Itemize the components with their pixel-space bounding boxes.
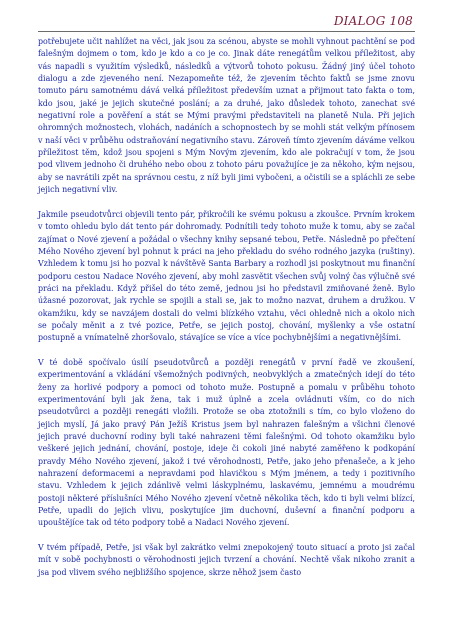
paragraph: potřebujete učit nahlížet na věci, jak jsou za scénou, abyste se mohli vyhnout pachtění se pod falešným dojmem o tom, kdo je kdo a co je co. Jinak dáte renegátům velkou příležitost, aby vás napadli s využitím výsledků, následků a výtvorů tohoto pokusu. Žádný jiný účel tohoto dialogu a zde zjeveného není. Nezapomeňte též, že zjevením těchto faktů se jsme znovu tomuto páru samotnému dává velká příležitost především uznat a přijmout tato fakta o tom, kdo jsou, jaké je jejich skutečné poslání; a za druhé, jako důsledek tohoto, zanechat své negativní role a pověření a stát se Mými pravými představiteli na planetě Nula. Při jejich ohromných možnostech, vlohách, nadáních a schopnostech by se mohli stát velkým přínosem v naší věci v průběhu odstraňování negativního stavu. Zároveň tímto zjevením dáváme velkou příležitost těm, kdož jsou spojeni s Mým Novým zjevením, kdo ale pokračují v tom, že jsou pod vlivem jednoho či druhého nebo obou z tohoto páru považujíce je za někoho, kým nejsou, aby se navrátili zpět na správnou cestu, z níž byli jimi vybočeni, a očistili se a spláchli ze sebe jejich negativní vliv. — [38, 37, 415, 195]
document-body — [38, 36, 415, 591]
page-header-title: DIALOG 108 — [333, 14, 413, 28]
paragraph: V té době spočívalo úsilí pseudotvůrců a později renegátů v první řadě ve zkoušení, experimentování a vkládání všemožných podivných, neobvyklých a zmatečných idejí do této ženy za horlivé podpory a pomoci od tohoto muže. Postupně a pomalu v průběhu tohoto experimentování byli jak žena, tak i muž úplně a zcela ovládnuti vším, co do nich pseudotvůrci a později renegáti vložili. Protože se oba ztotožnili s tím, co bylo vloženo do jejich myslí, Já jako pravý Pán Ježíš Kristus jsem byl nahrazen falešným a všichni členové jejich pravé duchovní rodiny byli také nahrazeni těmi falešnými. Od tohoto okamžiku bylo veškeré jejich jednání, chování, postoje, ideje či cokoli jiné nabyté zaměřeno k podkopání pravdy Mého Nového zjevení, jakož i tvé věrohodnosti, Petře, jako jeho přenašeče, a k jeho nahrazení deformacemi a nepravdami pod hlavičkou s Mým jménem, a tedy i pozitivního stavu. Vzhledem k jejich zdánlivě velmi láskyplnému, laskavému, jemnému a moudrému postoji některé příslušníci Mého Nového zjevení včetně několika těch, kdo ti byli velmi blízcí, Petře, upadli do jejich vlivu, poskytujíce jim duchovní, duševní a finanční podporu a upouštějíce tak od této podpory tobě a Nadaci Nového zjevení. — [38, 357, 415, 528]
paragraph: V tvém případě, Petře, jsi však byl zakrátko velmi znepokojený touto situací a proto jsi začal mít v sobě pochybnosti o věrohodnosti jejich tvrzení a chování. Nechtě však nikoho zranit a jsa pod vlivem svého nejbližšího spojence, skrze něhož jsem často — [38, 543, 415, 577]
paragraph: Jakmile pseudotvůrci objevili tento pár, přikročili ke svému pokusu a zkoušce. Prvním krokem v tomto ohledu bylo dát tento pár dohromady. Podnítili tedy tohoto muže k tomu, aby se začal zajímat o Nové zjevení a požádal o všechny knihy sepsané tebou, Petře. Následně po přečtení Mého Nového zjevení byl pohnut k práci na jeho překladu do svého rodného jazyka (ruštiny). Vzhledem k tomu jsi ho pozval k návštěvě Santa Barbary a rozhodl jsi poskytnout mu finanční podporu cestou Nadace Nového zjevení, aby mohl zasvětit všechen svůj volný čas výlučně své práci na překladu. Když přišel do této země, jednou jsi ho představil zmiňované ženě. Bylo úžasné pozorovat, jak rychle se spojili a stali se, jak to možno nazvat, druhem a družkou. V okamžiku, kdy se navzájem dostali do velmi blízkého vztahu, věci ohledně nich a okolo nich se počaly měnit a z tvé pozice, Petře, se jejich postoj, chování, myšlenky a vše ostatní postupně a vnímatelně zhoršovalo, stávajíce se více a více pochybnějšími a negativnějšími. — [38, 209, 415, 343]
header-divider — [38, 31, 415, 32]
